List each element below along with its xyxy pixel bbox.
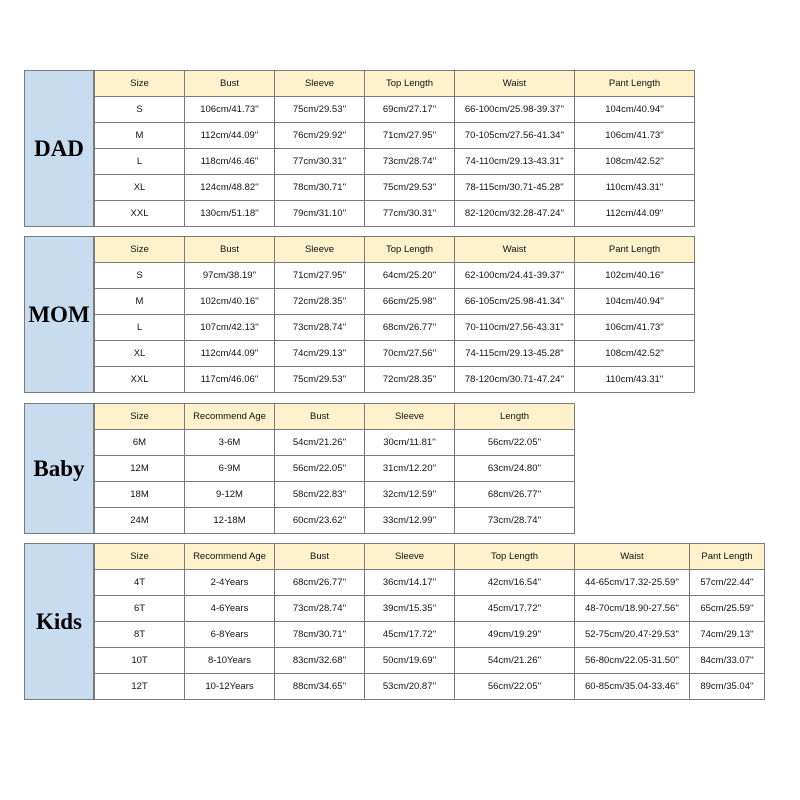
- table-cell: 60-85cm/35.04-33.46'': [575, 674, 690, 700]
- table-cell: 73cm/28.74'': [275, 596, 365, 622]
- size-cell: 24M: [95, 508, 185, 534]
- column-header: Sleeve: [365, 544, 455, 570]
- size-cell: XL: [95, 175, 185, 201]
- table-cell: 74-110cm/29.13-43.31'': [455, 149, 575, 175]
- table-cell: 106cm/41.73'': [185, 97, 275, 123]
- table-cell: 31cm/12.20'': [365, 456, 455, 482]
- table-cell: 36cm/14.17'': [365, 570, 455, 596]
- table-cell: 33cm/12.99'': [365, 508, 455, 534]
- table-cell: 57cm/22.44'': [690, 570, 765, 596]
- table-cell: 4-6Years: [185, 596, 275, 622]
- table-cell: 72cm/28.35'': [365, 367, 455, 393]
- table-cell: 74-115cm/29.13-45.28'': [455, 341, 575, 367]
- table-cell: 75cm/29.53'': [275, 367, 365, 393]
- table-cell: 78-120cm/30.71-47.24'': [455, 367, 575, 393]
- table-cell: 50cm/19.69'': [365, 648, 455, 674]
- table-cell: 39cm/15.35'': [365, 596, 455, 622]
- table-cell: 56cm/22.05'': [455, 430, 575, 456]
- table-cell: 118cm/46.46'': [185, 149, 275, 175]
- table-cell: 74cm/29.13'': [690, 622, 765, 648]
- table-cell: 60cm/23.62'': [275, 508, 365, 534]
- table-cell: 66-105cm/25.98-41.34'': [455, 289, 575, 315]
- header-row: [95, 71, 695, 97]
- column-header: Top Length: [365, 237, 455, 263]
- table-cell: 6-8Years: [185, 622, 275, 648]
- table-cell: 56cm/22.05'': [275, 456, 365, 482]
- table-cell: 102cm/40.16'': [575, 263, 695, 289]
- column-header: Waist: [455, 71, 575, 97]
- size-cell: L: [95, 149, 185, 175]
- column-header: Size: [95, 544, 185, 570]
- dad-size-table: [94, 70, 695, 227]
- table-row: [95, 367, 695, 393]
- table-cell: 82-120cm/32.28-47.24'': [455, 201, 575, 227]
- table-cell: 68cm/26.77'': [455, 482, 575, 508]
- table-cell: 6-9M: [185, 456, 275, 482]
- column-header: Size: [95, 237, 185, 263]
- size-cell: XXL: [95, 201, 185, 227]
- table-row: [95, 456, 575, 482]
- table-cell: 58cm/22.83'': [275, 482, 365, 508]
- column-header: Size: [95, 404, 185, 430]
- table-cell: 77cm/30.31'': [365, 201, 455, 227]
- size-cell: 18M: [95, 482, 185, 508]
- table-cell: 44-65cm/17.32-25.59'': [575, 570, 690, 596]
- table-row: [95, 341, 695, 367]
- table-cell: 72cm/28.35'': [275, 289, 365, 315]
- baby-label: Baby: [24, 403, 94, 534]
- size-cell: 8T: [95, 622, 185, 648]
- table-cell: 69cm/27.17'': [365, 97, 455, 123]
- table-cell: 45cm/17.72'': [455, 596, 575, 622]
- table-cell: 45cm/17.72'': [365, 622, 455, 648]
- size-cell: S: [95, 97, 185, 123]
- table-row: [95, 508, 575, 534]
- column-header: Pant Length: [575, 237, 695, 263]
- header-row: [95, 544, 765, 570]
- column-header: Bust: [275, 404, 365, 430]
- column-header: Recommend Age: [185, 544, 275, 570]
- mom-size-table: [94, 236, 695, 393]
- column-header: Sleeve: [365, 404, 455, 430]
- size-cell: 10T: [95, 648, 185, 674]
- table-row: [95, 263, 695, 289]
- column-header: Recommend Age: [185, 404, 275, 430]
- table-cell: 97cm/38.19'': [185, 263, 275, 289]
- table-cell: 56-80cm/22.05-31.50'': [575, 648, 690, 674]
- column-header: Sleeve: [275, 237, 365, 263]
- dad-label: DAD: [24, 70, 94, 227]
- table-row: [95, 97, 695, 123]
- table-row: [95, 482, 575, 508]
- size-cell: XXL: [95, 367, 185, 393]
- table-row: [95, 289, 695, 315]
- table-cell: 30cm/11.81'': [365, 430, 455, 456]
- size-cell: 4T: [95, 570, 185, 596]
- size-cell: M: [95, 123, 185, 149]
- column-header: Top Length: [365, 71, 455, 97]
- table-cell: 68cm/26.77'': [365, 315, 455, 341]
- table-cell: 75cm/29.53'': [275, 97, 365, 123]
- table-cell: 106cm/41.73'': [575, 123, 695, 149]
- table-row: [95, 123, 695, 149]
- table-cell: 124cm/48.82'': [185, 175, 275, 201]
- table-row: [95, 622, 765, 648]
- size-cell: S: [95, 263, 185, 289]
- table-cell: 71cm/27.95'': [275, 263, 365, 289]
- table-cell: 78-115cm/30.71-45.28'': [455, 175, 575, 201]
- column-header: Size: [95, 71, 185, 97]
- table-row: [95, 596, 765, 622]
- table-cell: 52-75cm/20.47-29.53'': [575, 622, 690, 648]
- column-header: Length: [455, 404, 575, 430]
- size-cell: 12M: [95, 456, 185, 482]
- table-cell: 75cm/29.53'': [365, 175, 455, 201]
- table-cell: 76cm/29.92'': [275, 123, 365, 149]
- table-cell: 65cm/25.59'': [690, 596, 765, 622]
- table-cell: 89cm/35.04'': [690, 674, 765, 700]
- column-header: Bust: [185, 71, 275, 97]
- table-cell: 104cm/40.94'': [575, 97, 695, 123]
- table-cell: 66-100cm/25.98-39.37'': [455, 97, 575, 123]
- table-cell: 79cm/31.10'': [275, 201, 365, 227]
- column-header: Pant Length: [690, 544, 765, 570]
- table-cell: 54cm/21.26'': [275, 430, 365, 456]
- size-cell: XL: [95, 341, 185, 367]
- size-cell: 6T: [95, 596, 185, 622]
- kids-size-table: [94, 543, 765, 700]
- table-cell: 66cm/25.98'': [365, 289, 455, 315]
- table-cell: 56cm/22.05'': [455, 674, 575, 700]
- table-cell: 54cm/21.26'': [455, 648, 575, 674]
- table-cell: 84cm/33.07'': [690, 648, 765, 674]
- column-header: Sleeve: [275, 71, 365, 97]
- mom-label: MOM: [24, 236, 94, 393]
- table-cell: 73cm/28.74'': [365, 149, 455, 175]
- table-cell: 70-110cm/27.56-43.31'': [455, 315, 575, 341]
- table-row: [95, 674, 765, 700]
- table-cell: 108cm/42.52'': [575, 341, 695, 367]
- table-cell: 108cm/42.52'': [575, 149, 695, 175]
- table-cell: 62-100cm/24.41-39.37'': [455, 263, 575, 289]
- table-row: [95, 149, 695, 175]
- table-cell: 77cm/30.31'': [275, 149, 365, 175]
- size-cell: 12T: [95, 674, 185, 700]
- table-cell: 3-6M: [185, 430, 275, 456]
- table-cell: 9-12M: [185, 482, 275, 508]
- table-cell: 68cm/26.77'': [275, 570, 365, 596]
- table-row: [95, 570, 765, 596]
- table-cell: 104cm/40.94'': [575, 289, 695, 315]
- column-header: Waist: [575, 544, 690, 570]
- column-header: Pant Length: [575, 71, 695, 97]
- kids-label: Kids: [24, 543, 94, 700]
- table-cell: 63cm/24.80'': [455, 456, 575, 482]
- table-cell: 110cm/43.31'': [575, 367, 695, 393]
- table-cell: 64cm/25.20'': [365, 263, 455, 289]
- table-cell: 8-10Years: [185, 648, 275, 674]
- table-row: [95, 315, 695, 341]
- table-cell: 74cm/29.13'': [275, 341, 365, 367]
- table-cell: 130cm/51.18'': [185, 201, 275, 227]
- table-cell: 71cm/27.95'': [365, 123, 455, 149]
- column-header: Bust: [185, 237, 275, 263]
- table-cell: 102cm/40.16'': [185, 289, 275, 315]
- table-cell: 32cm/12.59'': [365, 482, 455, 508]
- column-header: Waist: [455, 237, 575, 263]
- table-cell: 73cm/28.74'': [275, 315, 365, 341]
- table-cell: 88cm/34.65'': [275, 674, 365, 700]
- table-cell: 107cm/42.13'': [185, 315, 275, 341]
- table-cell: 110cm/43.31'': [575, 175, 695, 201]
- table-cell: 117cm/46.06'': [185, 367, 275, 393]
- table-cell: 112cm/44.09'': [575, 201, 695, 227]
- table-cell: 10-12Years: [185, 674, 275, 700]
- table-row: [95, 201, 695, 227]
- table-cell: 2-4Years: [185, 570, 275, 596]
- baby-size-table: [94, 403, 575, 534]
- table-cell: 42cm/16.54'': [455, 570, 575, 596]
- table-cell: 106cm/41.73'': [575, 315, 695, 341]
- table-row: [95, 175, 695, 201]
- table-cell: 53cm/20.87'': [365, 674, 455, 700]
- table-cell: 70cm/27.56'': [365, 341, 455, 367]
- header-row: [95, 237, 695, 263]
- table-cell: 48-70cm/18.90-27.56'': [575, 596, 690, 622]
- table-row: [95, 430, 575, 456]
- table-cell: 78cm/30.71'': [275, 622, 365, 648]
- table-cell: 78cm/30.71'': [275, 175, 365, 201]
- size-cell: 6M: [95, 430, 185, 456]
- table-row: [95, 648, 765, 674]
- table-cell: 112cm/44.09'': [185, 123, 275, 149]
- table-cell: 112cm/44.09'': [185, 341, 275, 367]
- table-cell: 70-105cm/27.56-41.34'': [455, 123, 575, 149]
- table-cell: 12-18M: [185, 508, 275, 534]
- size-cell: L: [95, 315, 185, 341]
- table-cell: 83cm/32.68'': [275, 648, 365, 674]
- size-cell: M: [95, 289, 185, 315]
- header-row: [95, 404, 575, 430]
- table-cell: 73cm/28.74'': [455, 508, 575, 534]
- table-cell: 49cm/19.29'': [455, 622, 575, 648]
- column-header: Bust: [275, 544, 365, 570]
- column-header: Top Length: [455, 544, 575, 570]
